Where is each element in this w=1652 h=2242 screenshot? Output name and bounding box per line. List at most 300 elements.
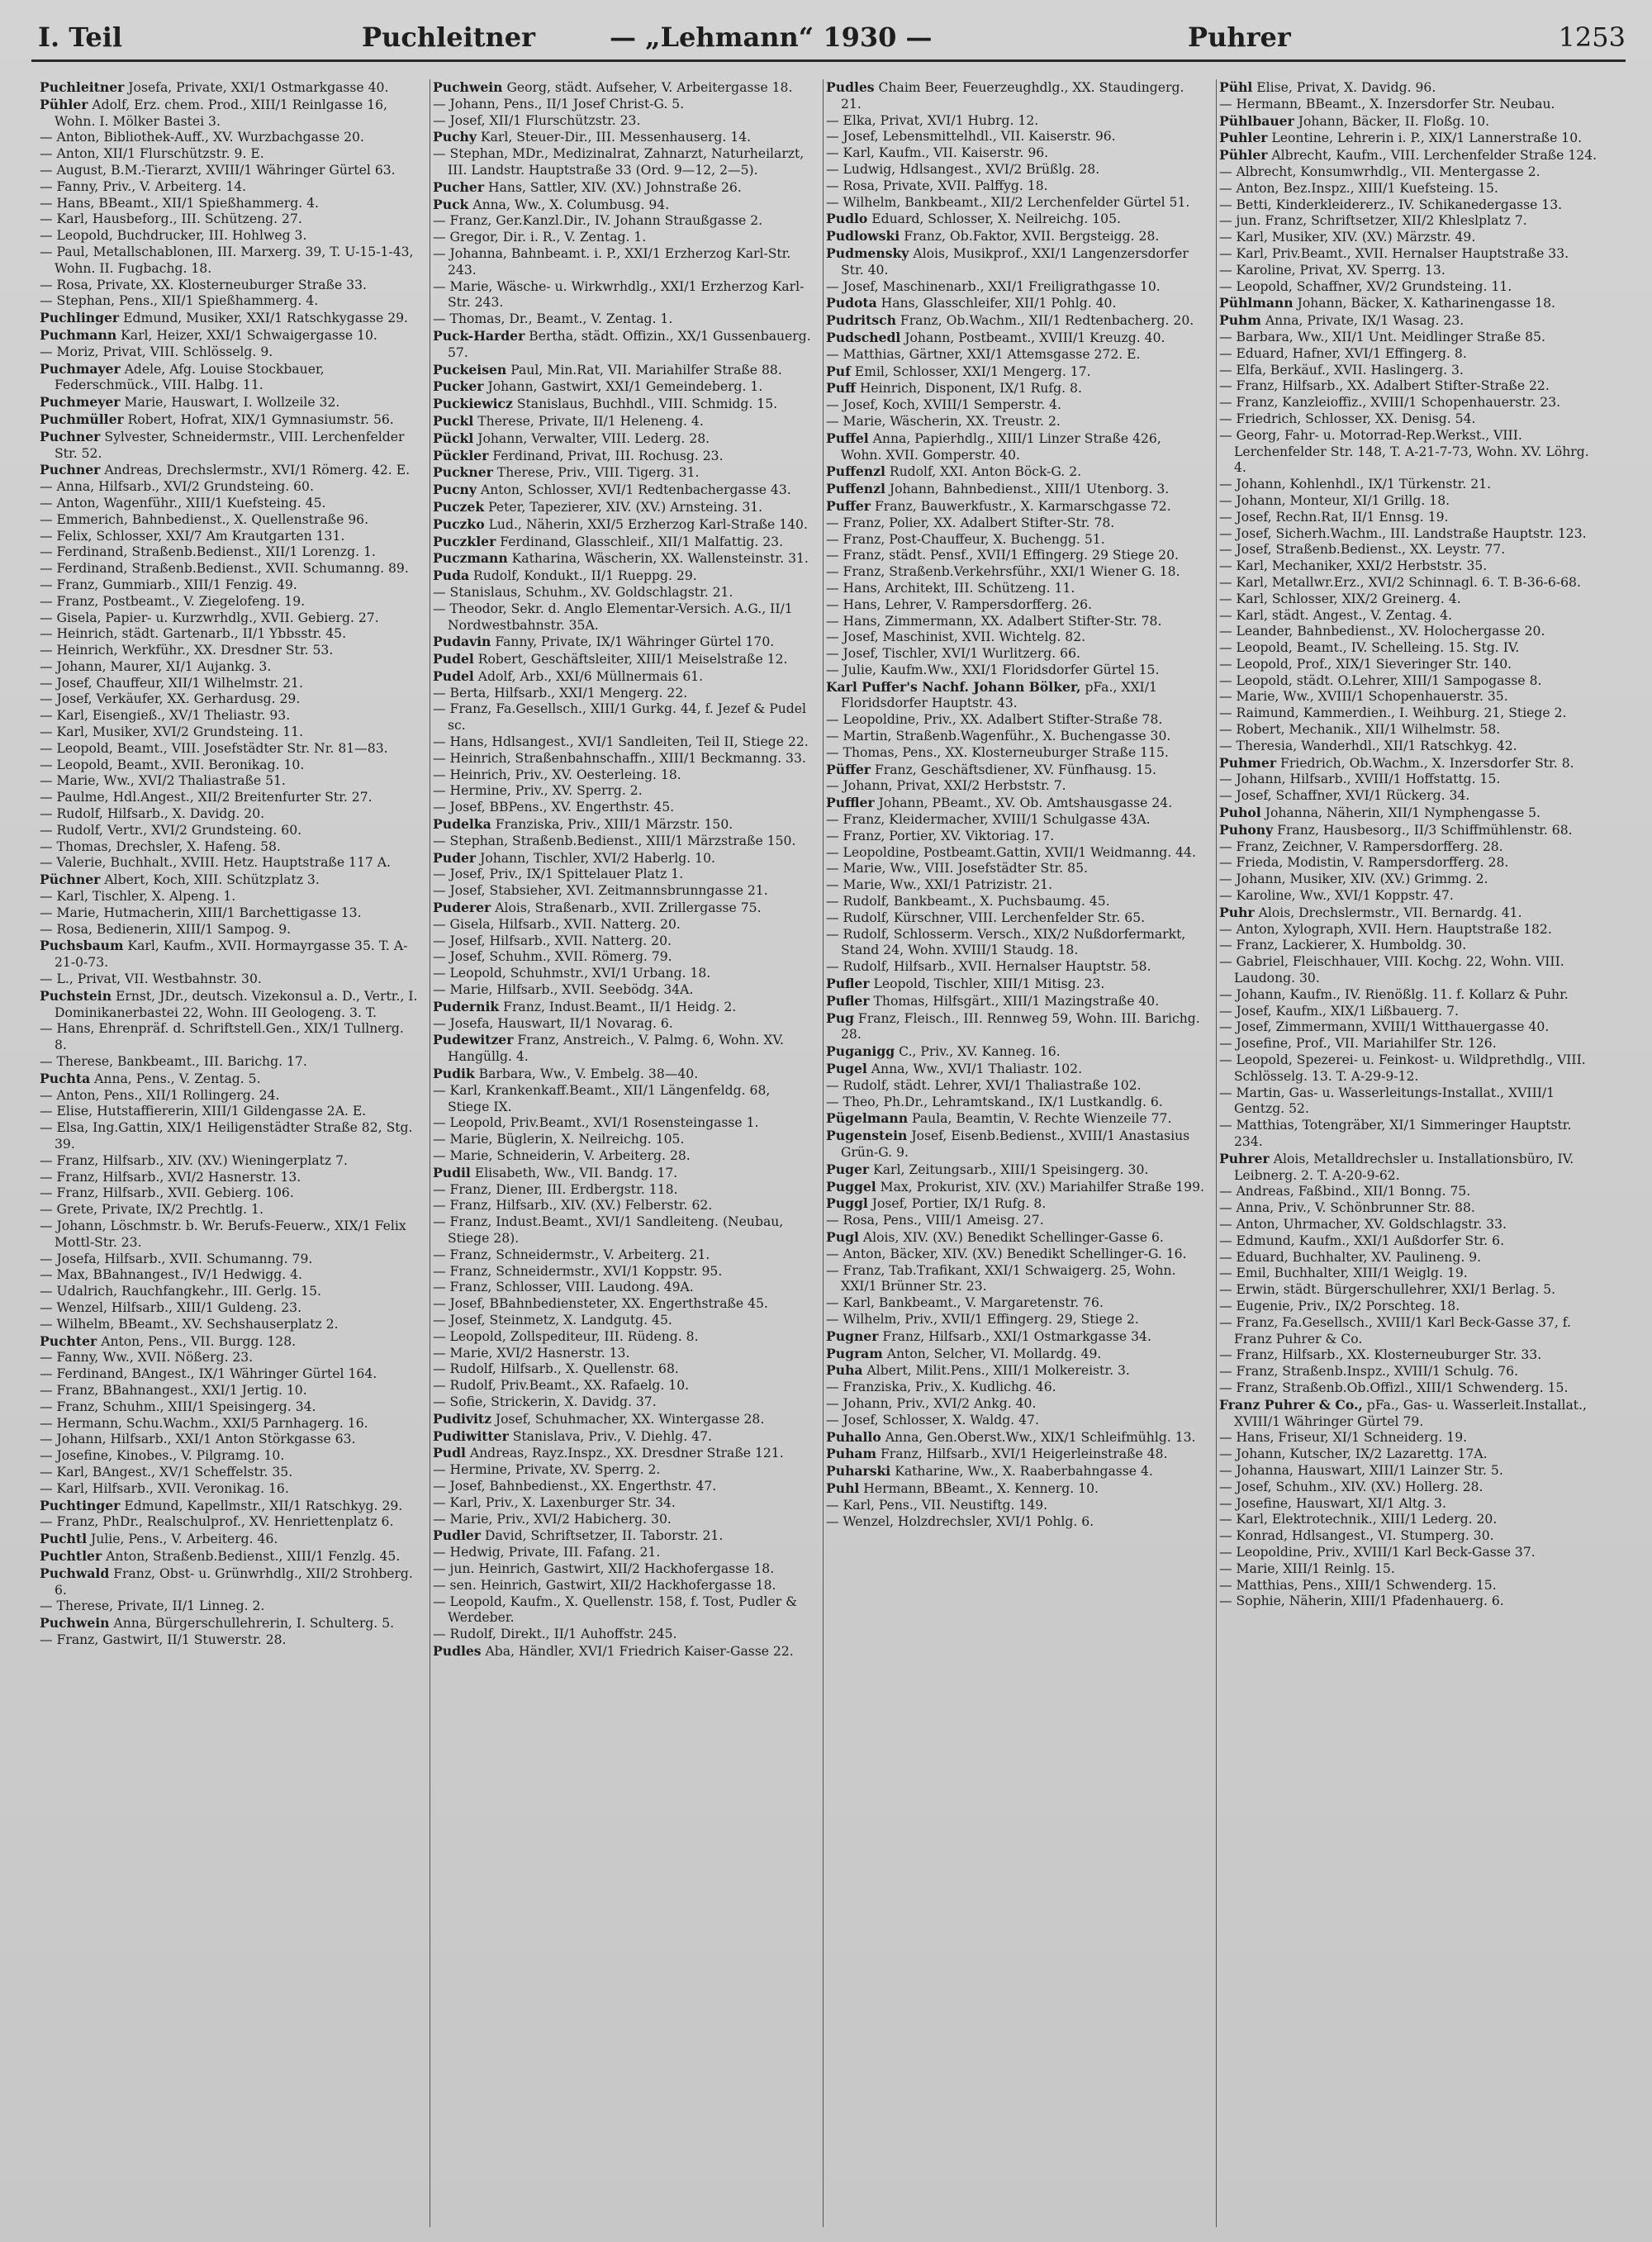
directory-entry [1219, 855, 1599, 872]
entry-details: Friseur, XI/1 Schneiderg. 19. [1274, 1430, 1468, 1446]
entry-details: Uhrmacher, XV. Goldschlagstr. 33. [1279, 1216, 1507, 1232]
directory-entry [433, 378, 813, 396]
entry-surname: Pudmensky [826, 245, 909, 261]
directory-entry [1219, 1036, 1599, 1052]
entry-details: Anna, Gen.Oberst.Ww., XIX/1 Schleifmühlg. 13. [881, 1429, 1196, 1445]
directory-entry [826, 829, 1206, 845]
entry-surname: Puckiewicz [433, 396, 513, 412]
directory-entry [1219, 477, 1599, 493]
entry-details: Karl, Kaufm., XVII. Hormayrgasse 35. T. A-21-0-73. [55, 938, 408, 971]
entry-details: Ehrenpräf. d. Schriftstell.Gen., XIX/1 Tullnerg. 8. [55, 1021, 404, 1053]
directory-entry [1219, 888, 1599, 905]
entry-details: Franz, Anstreich., V. Palmg. 6, Wohn. XV. Hangüllg. 4. [448, 1033, 785, 1065]
entry-details: Schlosser, XIX/2 Greinerg. 4. [1267, 591, 1461, 606]
entry-surname: — Martin, [826, 729, 892, 744]
directory-entry [826, 1078, 1206, 1095]
entry-surname: — Moriz, [40, 344, 99, 359]
entry-details: Privat, XXI/2 Herbststr. 7. [892, 778, 1066, 794]
directory-entry [40, 394, 420, 411]
entry-surname: Puderer [433, 900, 491, 916]
entry-surname: — Marie, [433, 278, 493, 294]
directory-entry [40, 1317, 420, 1333]
directory-entry [40, 245, 420, 278]
entry-surname: — Leopold, [40, 740, 113, 756]
entry-details: städt. Bürgerschullehrer, XXI/1 Berlag. 5. [1279, 1282, 1556, 1298]
entry-details: Josefa, Private, XXI/1 Ostmarkgasse 40. [124, 80, 389, 95]
entry-details: Kleidermacher, XVIII/1 Schulgasse 43A. [885, 812, 1151, 828]
entry-surname: — Josef, [433, 1296, 486, 1312]
entry-details: Kaufm.Ww., XXI/1 Floridsdorfer Gürtel 15. [876, 662, 1160, 677]
directory-entry [1219, 705, 1599, 722]
entry-surname: — Karl, [1219, 607, 1268, 623]
entry-details: Anna, Private, IX/1 Wasag. 23. [1260, 313, 1464, 329]
entry-details: Hans, Sattler, XIV. (XV.) Johnstraße 26. [484, 179, 742, 195]
directory-entry [1219, 279, 1599, 296]
entry-details: Bedienerin, XIII/1 Sampog. 9. [92, 921, 292, 937]
entry-details: XIII/1 Reinlg. 15. [1279, 1560, 1395, 1576]
entry-surname: — Rudolf, [826, 959, 890, 975]
entry-surname: — L., [40, 971, 74, 987]
entry-details: Franz, Indust.Beamt., II/1 Heidg. 2. [499, 999, 737, 1014]
entry-details: Leopold, Tischler, XIII/1 Mitisg. 23. [869, 976, 1105, 992]
directory-entry [826, 729, 1206, 745]
directory-entry [1219, 1250, 1599, 1266]
entry-surname: — Josef, [1219, 788, 1272, 804]
entry-details: Hilfsarb., XVII. Veronikag. 16. [88, 1480, 289, 1496]
entry-surname: — Sophie, [1219, 1594, 1285, 1609]
entry-details: Kaufm., VII. Kaiserstr. 96. [874, 145, 1049, 161]
entry-details: Hdlsangest., XVI/2 Brüßlg. 28. [895, 161, 1100, 177]
entry-details: Anton, Selcher, VI. Mollardg. 49. [882, 1346, 1102, 1361]
entry-surname: — Hans, [40, 1021, 95, 1037]
entry-details: Adolf, Erz. chem. Prod., XIII/1 Reinlgasse 16, Wohn. I. Mölker Bastei 3. [55, 97, 388, 129]
entry-surname: — Johann, [826, 1395, 893, 1411]
entry-surname: Pufler [826, 992, 870, 1009]
directory-entry [826, 548, 1206, 564]
entry-details: Näherin, XIII/1 Pfadenhauerg. 6. [1284, 1594, 1504, 1609]
directory-entry [1219, 1480, 1599, 1496]
entry-details: Privat, XV. Sperrg. 13. [1295, 262, 1446, 278]
directory-entry [433, 1214, 813, 1247]
directory-entry [40, 823, 420, 839]
directory-entry [40, 1615, 420, 1632]
entry-surname: — Franz, [826, 531, 885, 547]
directory-entry [433, 867, 813, 883]
entry-surname: — Anton, [40, 130, 100, 145]
entry-surname: — Leopoldine, [826, 712, 920, 728]
entry-surname: — Franz, [433, 701, 492, 717]
entry-details: Anna, Pens., V. Zentag. 5. [90, 1071, 261, 1086]
entry-details: Monteur, XI/1 Grillg. 18. [1285, 492, 1450, 508]
entry-surname: Puhm [1219, 312, 1261, 329]
entry-details: Gas- u. Wasserleitungs-Installat., XVIII/1 Gentzg. 52. [1234, 1085, 1555, 1117]
directory-entry [826, 211, 1206, 228]
directory-entry [826, 1429, 1206, 1446]
entry-details: Priv., X. Kudlichg. 46. [911, 1380, 1056, 1395]
entry-details: Tab.Trafikant, XXI/1 Schwaigerg. 25, Wohn. XXI/1 Brünner Str. 23. [841, 1262, 1176, 1294]
entry-surname: — Franz, [40, 577, 99, 592]
entry-surname: Puchner [40, 428, 101, 444]
entry-surname: — Franz, [40, 1169, 99, 1185]
entry-details: Pens., XX. Klosterneuburger Straße 115. [898, 744, 1169, 760]
entry-details: Elise, Privat, X. Davidg. 96. [1252, 80, 1436, 95]
entry-surname: — Marie, [40, 773, 100, 789]
entry-surname: Puffel [826, 430, 869, 446]
entry-surname: — Stanislaus, [433, 584, 522, 600]
directory-entry [40, 839, 420, 856]
entry-surname: Puchlinger [40, 310, 120, 326]
directory-entry [40, 1284, 420, 1300]
directory-entry [40, 479, 420, 496]
directory-entry [826, 597, 1206, 614]
entry-details: Bankbeamt., X. Puchsbaumg. 45. [889, 894, 1110, 910]
entry-surname: — Rudolf, [826, 910, 890, 925]
directory-entry [40, 724, 420, 741]
entry-details: Priv., IX/2 Porschteg. 18. [1294, 1298, 1460, 1313]
directory-entry [826, 1413, 1206, 1429]
directory-entry [433, 1361, 813, 1378]
entry-surname: Pudles [433, 1642, 482, 1659]
directory-entry [40, 1531, 420, 1548]
directory-entry [1219, 689, 1599, 705]
entry-surname: — Anna, [1219, 1200, 1275, 1216]
entry-surname: — Georg, [1219, 427, 1281, 443]
directory-entry [1219, 1019, 1599, 1036]
directory-entry [826, 993, 1206, 1010]
directory-entry [826, 745, 1206, 762]
entry-surname: — Franz, [40, 1185, 99, 1201]
entry-details: Julie, Pens., V. Arbeiterg. 46. [87, 1532, 278, 1547]
directory-entry [826, 1061, 1206, 1078]
directory-entry [433, 1313, 813, 1329]
entry-surname: Pucker [433, 378, 484, 395]
entry-details: Hilfsarb., XVII. Gebierg. 106. [98, 1185, 294, 1201]
entry-details: Gastwirt, II/1 Stuwerstr. 28. [98, 1632, 287, 1647]
entry-details: Ernst, JDr., deutsch. Vizekonsul a. D., Vertr., I. Dominikanerbastei 22, Wohn. III Geologeng. 3. T. [55, 988, 418, 1020]
directory-entry [40, 97, 420, 131]
entry-surname: — Franz, [1219, 1347, 1279, 1363]
entry-surname: — Ferdinand, [40, 544, 128, 560]
entry-surname: — Franz, [40, 1514, 99, 1530]
directory-entry [1219, 510, 1599, 526]
entry-details: Lebensmittelhdl., VII. Kaiserstr. 96. [878, 129, 1116, 145]
entry-surname: Pugenstein [826, 1128, 908, 1144]
entry-details: Maschinist, XVII. Wichtelg. 82. [878, 629, 1086, 645]
directory-entry [40, 130, 420, 146]
directory-entry [433, 1394, 813, 1411]
entry-details: Kaufm., XIX/1 Lißbauerg. 7. [1271, 1003, 1460, 1019]
entry-surname: Puda [433, 568, 470, 584]
entry-details: Schneiderin, V. Arbeiterg. 28. [492, 1148, 691, 1163]
entry-surname: — Franz, [40, 1632, 99, 1647]
entry-details: Straßenb.Bedienst., XX. Leystr. 77. [1271, 542, 1506, 558]
directory-entry [433, 213, 813, 230]
entry-surname: — Karl, [826, 145, 875, 161]
directory-entry [40, 228, 420, 245]
entry-surname: — Frieda, [1219, 855, 1284, 871]
directory-entry [1219, 1545, 1599, 1561]
directory-entry [1219, 1594, 1599, 1610]
entry-details: Albert, Milit.Pens., XIII/1 Molkereistr. 3. [862, 1363, 1130, 1379]
entry-details: Adele, Afg. Louise Stockbauer, Federschmück., VIII. Halbg. 11. [55, 361, 325, 393]
directory-entry [433, 1561, 813, 1578]
entry-details: Straßenb.Ob.Offizl., XIII/1 Schwenderg. 15. [1278, 1380, 1569, 1395]
directory-entry [433, 311, 813, 328]
entry-details: Prof., XIX/1 Sieveringer Str. 140. [1292, 656, 1512, 672]
directory-entry [40, 278, 420, 294]
entry-details: Elektrotechnik., XIII/1 Lederg. 20. [1267, 1512, 1498, 1527]
directory-entry [826, 1128, 1206, 1161]
entry-surname: — Johann, [40, 658, 107, 674]
entry-details: Zollspediteur, III. Rüdeng. 8. [506, 1328, 699, 1344]
entry-surname: — Konrad, [1219, 1528, 1288, 1544]
entry-details: Metallwr.Erz., XVI/2 Schinnagl. 6. T. B-36-6-68. [1267, 574, 1581, 590]
directory-entry [433, 751, 813, 767]
directory-entry [826, 363, 1206, 381]
directory-entry [1219, 1282, 1599, 1299]
entry-surname: Pudschedl [826, 329, 901, 345]
entry-details: Hilfsarb., XXI/1 Anton Störkgasse 63. [106, 1432, 356, 1447]
entry-surname: — Matthias, [1219, 1577, 1298, 1593]
directory-entry [1219, 1578, 1599, 1594]
entry-details: BBahnangest., IV/1 Hedwigg. 4. [88, 1267, 302, 1283]
entry-surname: — Leopold, [1219, 672, 1293, 688]
directory-entry [40, 561, 420, 577]
directory-entry [1219, 1233, 1599, 1250]
directory-entry [1219, 1217, 1599, 1233]
entry-surname: Pugl [826, 1228, 859, 1245]
entry-details: XVI/2 Hasnerstr. 13. [492, 1345, 630, 1361]
directory-entry [433, 279, 813, 312]
directory-title: — „Lehmann“ 1930 — [610, 21, 933, 53]
entry-surname: — Rudolf, [826, 926, 890, 942]
entry-surname: Pudritsch [826, 312, 896, 329]
directory-entry [826, 910, 1206, 927]
entry-surname: Pudavin [433, 634, 491, 650]
directory-entry [1219, 839, 1599, 856]
entry-details: Lud., Näherin, XXI/5 Erzherzog Karl-Straße 140. [484, 516, 808, 532]
entry-surname: — Rudolf, [826, 1077, 890, 1093]
entry-surname: — Anna, [40, 479, 95, 495]
directory-entry [433, 430, 813, 448]
entry-details: Straßenb.Bedienst., XII/1 Lorenzg. 1. [127, 544, 376, 560]
entry-details: Schuhm., XV. Goldschlagstr. 21. [521, 584, 733, 600]
entry-surname: — Karl, [1219, 558, 1268, 574]
entry-details: Bahnbeamt. i. P., XXI/1 Erzherzog Karl-Str. 243. [448, 245, 791, 278]
entry-details: Eduard, Schlosser, X. Neilreichg. 105. [867, 211, 1121, 227]
entry-details: Metallschablonen, III. Marxerg. 39, T. U-15-1-43, Wohn. II. Fugbachg. 18. [55, 244, 414, 276]
entry-details: Dir. i. R., V. Zentag. 1. [498, 230, 647, 245]
directory-entry [826, 959, 1206, 976]
entry-surname: — Rudolf, [40, 806, 103, 822]
entry-details: Straßenb.Verkehrsführ., XXI/1 Wiener G. 18. [885, 564, 1180, 580]
entry-details: Maurer, XI/1 Aujankg. 3. [106, 658, 272, 674]
entry-surname: — Julie, [826, 662, 877, 677]
entry-details: MDr., Medizinalrat, Zahnarzt, Naturheilarzt, III. Landstr. Hauptstraße 33 (Ord. 9—12, 2—5). [448, 146, 805, 178]
entry-details: Polier, XX. Adalbert Stifter-Str. 78. [885, 515, 1115, 530]
entry-surname: — Leopold, [1219, 656, 1293, 672]
entry-surname: Puchter [40, 1332, 97, 1349]
entry-surname: Puczmann [433, 550, 508, 567]
directory-entry [1219, 722, 1599, 739]
entry-surname: — Karl, [40, 1480, 88, 1496]
directory-entry [1219, 905, 1599, 922]
directory-entry [433, 1329, 813, 1346]
entry-details: Schaffner, XVI/1 Rückerg. 34. [1271, 788, 1470, 804]
directory-entry [40, 988, 420, 1022]
entry-details: Franziska, Priv., XIII/1 Märzstr. 150. [491, 817, 733, 833]
entry-surname: — Ludwig, [826, 161, 896, 177]
directory-entry [1219, 772, 1599, 788]
entry-details: Schlosser, VIII. Laudong. 49A. [491, 1280, 694, 1295]
directory-entry [826, 762, 1206, 779]
entry-surname: Puczek [433, 498, 485, 515]
entry-details: Anton, Pens., VII. Burgg. 128. [97, 1333, 297, 1349]
entry-surname: — Rosa, [826, 1213, 879, 1228]
entry-surname: — Hans, [826, 596, 881, 612]
directory-entry [433, 999, 813, 1016]
entry-surname: — Elfa, [1219, 362, 1266, 378]
directory-entry [433, 464, 813, 482]
entry-surname: — Anton, [826, 1246, 886, 1261]
directory-entry [1219, 938, 1599, 954]
entry-surname: Puhr [1219, 904, 1255, 920]
directory-entry [826, 679, 1206, 713]
entry-details: Gastwirt, XII/2 Hackhofergasse 18. [539, 1560, 775, 1576]
entry-surname: Puchwald [40, 1565, 110, 1581]
entry-surname: — Josefine, [1219, 1495, 1293, 1511]
directory-entry [1219, 558, 1599, 575]
entry-details: Franz, Ob.Wachm., XII/1 Redtenbacherg. 20. [895, 313, 1194, 329]
entry-surname: — Edmund, [1219, 1233, 1295, 1248]
entry-details: Schlosser, XX. Denisg. 54. [1301, 411, 1476, 426]
directory-entry [40, 855, 420, 872]
last-keyword: Puhrer [1188, 21, 1291, 53]
entry-surname: — Hermine, [433, 783, 511, 799]
directory-entry [40, 361, 420, 395]
directory-entry [1219, 673, 1599, 690]
entry-surname: — Rosa, [40, 277, 93, 292]
entry-surname: — Karl, [40, 211, 88, 227]
entry-details: Edmund, Musiker, XXI/1 Ratschkygasse 29. [119, 311, 409, 326]
entry-details: Berkäuf., XVII. Haslingerg. 3. [1265, 362, 1464, 378]
directory-entry [433, 1132, 813, 1148]
entry-surname: — Wilhelm, [826, 1311, 901, 1327]
entry-details: Bahnbedienst., X. Quellenstraße 96. [127, 511, 369, 527]
entry-details: Dr., Beamt., V. Zentag. 1. [505, 311, 673, 327]
entry-details: Diener, III. Erdbergstr. 118. [491, 1181, 678, 1197]
entry-surname: — Fanny, [40, 1350, 99, 1366]
entry-surname: — Johann, [1219, 986, 1286, 1002]
entry-details: Straßenb.Inspz., XVIII/1 Schulg. 76. [1278, 1364, 1519, 1380]
entry-surname: — Leopoldine, [826, 844, 920, 860]
entry-details: Mechanik., XII/1 Wilhelmstr. 58. [1284, 722, 1501, 738]
entry-details: Alois, Drechslermstr., VII. Bernardg. 41. [1254, 905, 1522, 920]
directory-entry [40, 938, 420, 971]
entry-surname: — Stephan, [433, 833, 509, 848]
entry-surname: — Elise, [40, 1104, 93, 1119]
entry-surname: Puhler [1219, 130, 1268, 146]
entry-surname: — Hermann, [40, 1415, 122, 1431]
entry-details: Thomas, Hilfsgärt., XIII/1 Mazingstraße 40. [869, 993, 1160, 1009]
directory-entry [1219, 1364, 1599, 1380]
entry-surname: Puchsbaum [40, 938, 124, 954]
entry-details: städt. O.Lehrer, XIII/1 Sampogasse 8. [1292, 672, 1542, 688]
entry-surname: — Josefine, [40, 1448, 113, 1464]
entry-surname: — Rosa, [826, 178, 879, 193]
directory-entry [1219, 542, 1599, 558]
directory-entry [826, 1295, 1206, 1312]
directory-entry [826, 245, 1206, 279]
directory-entry [433, 1627, 813, 1643]
entry-details: Johann, Verwalter, VIII. Lederg. 28. [473, 430, 710, 446]
directory-entry [1219, 608, 1599, 625]
entry-details: BBPens., XV. Engerthstr. 45. [485, 800, 675, 815]
entry-surname: — Josef, [433, 1312, 486, 1328]
entry-surname: — Gisela, [433, 916, 495, 932]
entry-surname: Puchmeyer [40, 394, 121, 411]
entry-surname: Pückler [433, 447, 489, 463]
entry-details: Pens., XIII/1 Schwenderg. 15. [1298, 1577, 1497, 1593]
entry-details: Steinmetz, X. Landgutg. 45. [485, 1312, 672, 1328]
entry-surname: — Valerie, [40, 855, 107, 871]
directory-entry [433, 534, 813, 551]
directory-entry [40, 971, 420, 988]
entry-details: Hilfsarb., XVI/2 Grundsteing. 60. [94, 479, 314, 495]
entry-details: Direkt., II/1 Auhoffstr. 245. [496, 1627, 677, 1642]
entry-surname: Pudlo [826, 211, 868, 227]
directory-entry [40, 1448, 420, 1465]
entry-details: Büglerin, X. Neilreichg. 105. [492, 1132, 685, 1147]
entry-surname: — Hedwig, [433, 1545, 505, 1560]
entry-details: Schneidermstr., V. Arbeiterg. 21. [491, 1247, 710, 1262]
entry-surname: — Ferdinand, [40, 561, 128, 577]
entry-surname: — Anton, [1219, 1216, 1279, 1232]
entry-details: Kutscher, IX/2 Lazarettg. 17A. [1285, 1446, 1488, 1462]
directory-entry [1219, 822, 1599, 839]
entry-surname: — Josef, [433, 867, 486, 882]
entry-surname: Pühlbauer [1219, 112, 1294, 129]
directory-entry [433, 1198, 813, 1214]
entry-details: Adolf, Arb., XXI/6 Müllnermais 61. [473, 668, 704, 684]
directory-entry [1219, 1266, 1599, 1282]
directory-entry [433, 396, 813, 413]
entry-details: Fleischhauer, VIII. Kochg. 22, Wohn. VIII. Laudong. 30. [1234, 954, 1564, 986]
entry-surname: — Betti, [1219, 197, 1272, 212]
entry-surname: Püchner [40, 872, 101, 888]
directory-entry [826, 1263, 1206, 1296]
entry-surname: — Franz, [40, 1399, 99, 1414]
entry-details: Hermann, BBeamt., X. Kennerg. 10. [859, 1480, 1099, 1496]
entry-surname: — Raimund, [1219, 705, 1299, 721]
directory-entry [40, 1514, 420, 1531]
directory-entry [1219, 428, 1599, 477]
entry-surname: — Udalrich, [40, 1284, 118, 1299]
directory-entry [40, 1120, 420, 1153]
entry-surname: — Marie, [433, 1511, 493, 1527]
entry-surname: — Friedrich, [1219, 411, 1302, 426]
directory-entry [40, 1465, 420, 1481]
entry-surname: — Franz, [1219, 395, 1279, 411]
entry-details: Priv., IX/1 Spittelauer Platz 1. [485, 867, 684, 882]
entry-surname: — Karl, [1219, 245, 1268, 261]
entry-surname: — Leopold, [40, 757, 113, 772]
entry-surname: — Johanna, [433, 245, 507, 261]
entry-details: Ww., XVI/1 Koppstr. 47. [1295, 888, 1454, 904]
entry-details: Hilfsarb., XVI/2 Hasnerstr. 13. [98, 1169, 301, 1185]
directory-entry [826, 414, 1206, 430]
directory-entry [1219, 1430, 1599, 1446]
